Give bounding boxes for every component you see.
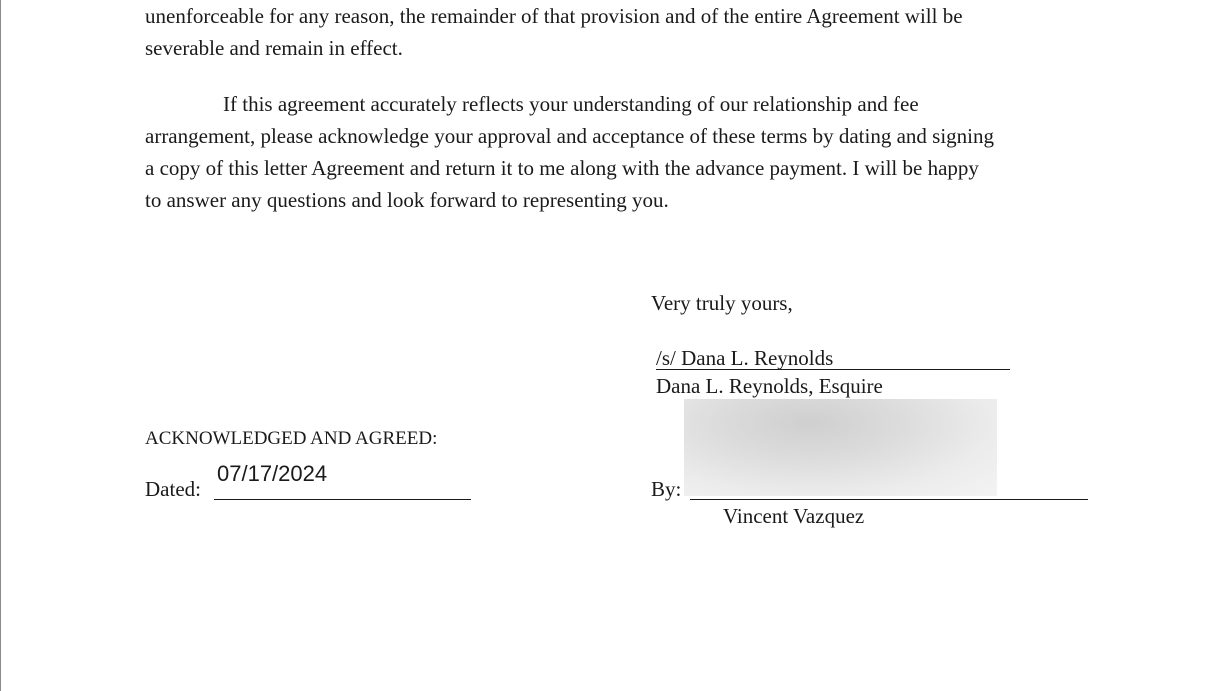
paragraph-2-line-4: to answer any questions and look forward to representing you. <box>145 188 669 212</box>
attorney-signature: /s/ Dana L. Reynolds <box>656 346 834 370</box>
paragraph-2-line-2: arrangement, please acknowledge your approval and acceptance of these terms by dating and signing <box>145 124 995 148</box>
acknowledgment-heading: ACKNOWLEDGED AND AGREED: <box>145 428 438 449</box>
paragraph-1-line-2: severable and remain in effect. <box>145 36 403 60</box>
closing-salutation: Very truly yours, <box>651 291 793 315</box>
client-signature-line[interactable] <box>690 499 1088 500</box>
paragraph-2-line-3: a copy of this letter Agreement and return it to me along with the advance payment. I will be happy <box>145 156 979 180</box>
dated-field-line <box>214 499 471 500</box>
paragraph-2-line-1: If this agreement accurately reflects your understanding of our relationship and fee <box>223 92 919 116</box>
dated-label: Dated: <box>145 477 201 501</box>
client-name: Vincent Vazquez <box>723 504 865 528</box>
paragraph-1-line-1: unenforceable for any reason, the remainder of that provision and of the entire Agreement will be <box>145 4 963 28</box>
dated-field-value[interactable]: 07/17/2024 <box>217 461 328 486</box>
attorney-name-title: Dana L. Reynolds, Esquire <box>656 374 883 398</box>
client-signature-image <box>684 399 997 496</box>
by-label: By: <box>651 477 682 501</box>
